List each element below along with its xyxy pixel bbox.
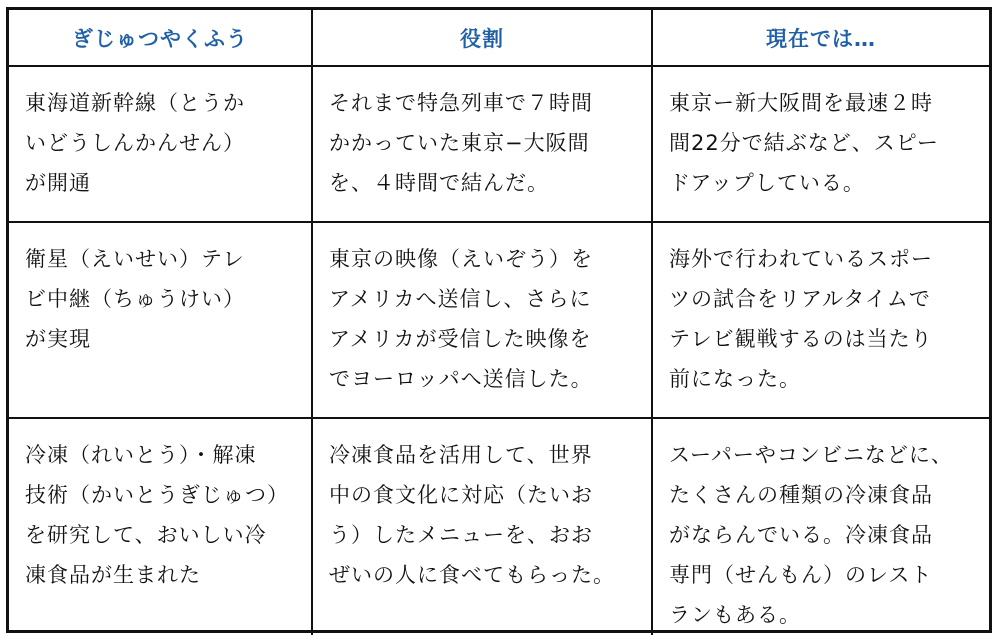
table-cell [9,222,312,418]
table-cell [312,418,652,635]
role-text: 東京の映像（えいぞう）を アメリカへ送信し、さらに アメリカが受信した映像を でヨーロッパへ送信した。 [329,247,593,391]
technology-text: 東海道新幹線（とうか いどうしんかんせん） が開通 [25,91,245,195]
role-text: 冷凍食品を活用して、世界 中の食文化に対応（たいお う）したメニューを、おお ぜいの人に食べてもらった。 [329,443,615,587]
now-text: スーパーやコンビニなどに、 たくさんの種類の冷凍食品 がならんでいる。冷凍食品 専門（せんもん）のレスト ランもある。 [669,443,953,627]
table-row [9,222,989,418]
technology-text: 衛星（えいせい）テレ ビ中継（ちゅうけい） が実現 [25,247,245,351]
header-role: 役割 [312,10,652,66]
table [9,10,989,635]
role-text: それまで特急列車で７時間 かかっていた東京−大阪間 を、４時間で結んだ。 [329,91,593,195]
now-text: 海外で行われているスポー ツの試合をリアルタイムで テレビ観戦するのは当たり 前になった。 [669,247,933,391]
table-cell [312,66,652,222]
table-cell [312,222,652,418]
table-cell [652,222,989,418]
table-cell [9,418,312,635]
header-row [9,10,989,66]
table-row [9,66,989,222]
header-technology: ぎじゅつやくふう [9,10,312,66]
comparison-table [6,7,992,633]
table-cell [652,418,989,635]
table-cell [652,66,989,222]
technology-text: 冷凍（れいとう）・解凍 技術（かいとうぎじゅつ） を研究して、おいしい冷 凍食品が生まれた [25,443,289,587]
table-cell [9,66,312,222]
table-row [9,418,989,635]
header-now: 現在では… [652,10,989,66]
now-text: 東京ー新大阪間を最速２時 間22分で結ぶなど、スピー ドアップしている。 [669,91,939,195]
